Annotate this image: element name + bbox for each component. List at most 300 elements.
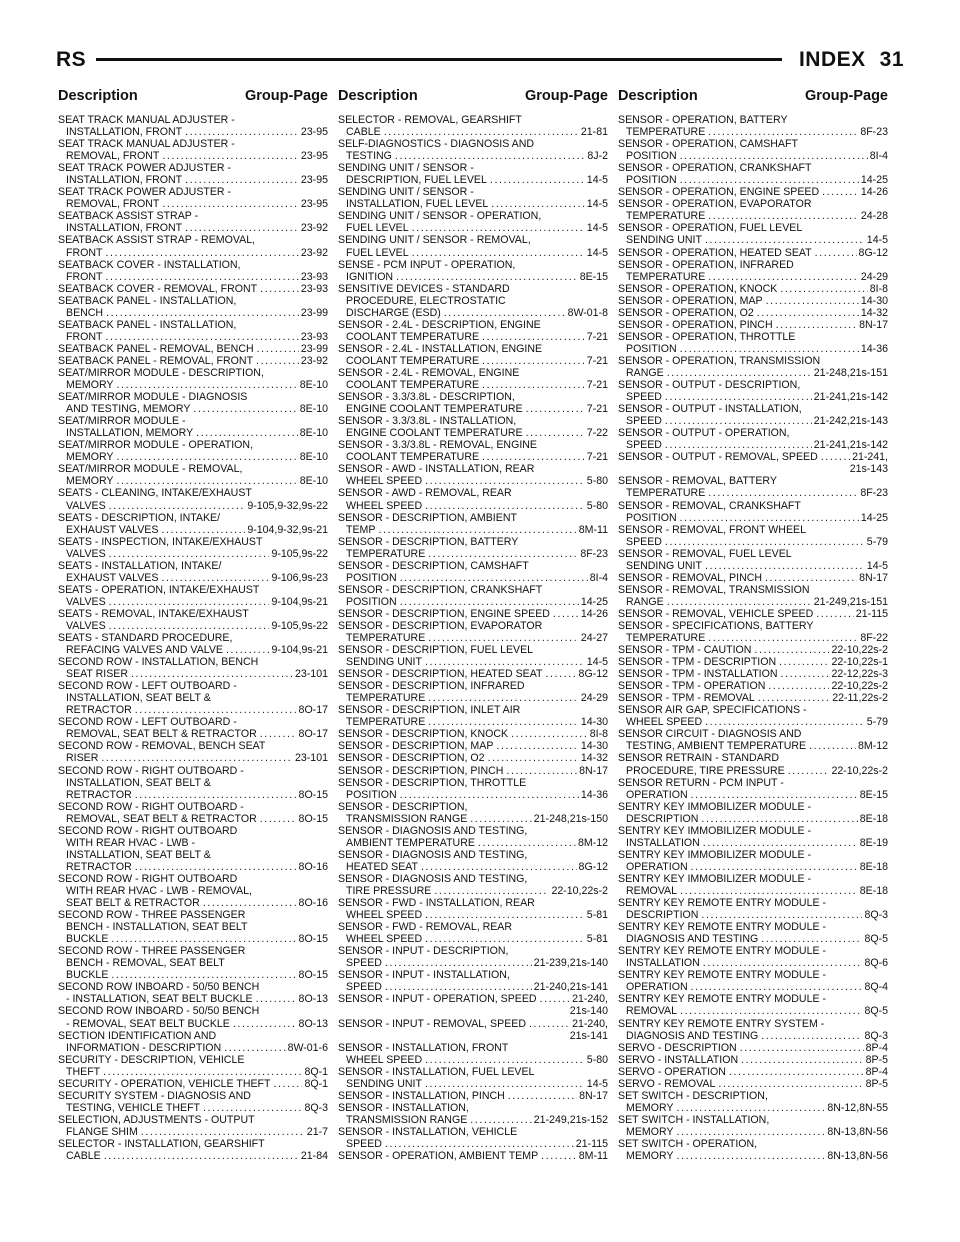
entry-text: SECOND ROW - THREE PASSENGER (58, 945, 246, 958)
group-page-ref: 8P-5 (865, 1053, 888, 1066)
entry-text: VALVES (66, 619, 106, 632)
dot-leader (691, 861, 858, 873)
entry-last-line (618, 909, 888, 921)
entry-text: SENSOR - OPERATION, KNOCK (618, 282, 778, 295)
index-entry (618, 403, 888, 427)
index-entry (338, 1102, 608, 1126)
index-entry (618, 259, 888, 283)
entry-text: SENSITIVE DEVICES - STANDARD (338, 282, 510, 295)
entry-text: SENSOR - 3.3/3.8L - DESCRIPTION, (338, 391, 515, 404)
entry-text: SEAT/MIRROR MODULE - DIAGNOSIS (58, 391, 248, 404)
entry-text: MEMORY (626, 1101, 674, 1114)
dot-leader (162, 198, 299, 210)
entry-text: SECOND ROW - RIGHT OUTBOARD - (58, 800, 244, 813)
group-page-ref: 22-11,22s-2 (832, 692, 888, 705)
group-page-ref: 8N-13,8N-56 (827, 1150, 888, 1163)
entry-last-line (338, 837, 608, 849)
column-header-description: Description (58, 88, 138, 104)
dot-leader (821, 451, 850, 463)
entry-last-line (58, 1150, 328, 1162)
column-header-description: Description (618, 88, 698, 104)
entry-text: MEMORY (66, 451, 114, 464)
entry-last-line (618, 861, 888, 873)
group-page-ref: 8G-12 (578, 860, 608, 873)
entry-text: SPEED (346, 1137, 382, 1150)
group-page-ref: 22-10,22s-2 (551, 885, 608, 897)
entry-text: SENTRY KEY REMOTE ENTRY MODULE - (618, 945, 827, 958)
group-page-ref: 8E-10 (299, 403, 328, 416)
index-entry (338, 608, 608, 620)
entry-last-line (338, 1078, 608, 1090)
dot-leader (135, 704, 297, 716)
entry-last-line (338, 885, 608, 897)
entry-text: SERVO - OPERATION (618, 1065, 726, 1078)
entry-text: SENSOR - OPERATION, BATTERY (618, 114, 788, 126)
index-entry (338, 463, 608, 487)
group-page-ref: 14-5 (586, 1077, 608, 1090)
dot-leader (196, 427, 298, 439)
group-page-ref: 23-92 (300, 246, 328, 259)
entry-text: SENSOR - INPUT - OPERATION, SPEED (338, 993, 537, 1006)
entry-text: SEAT TRACK POWER ADJUSTER - (58, 186, 232, 199)
dot-leader (135, 861, 297, 873)
group-page-ref: 8O-17 (298, 704, 328, 717)
entry-last-line (618, 572, 888, 584)
index-entry (618, 283, 888, 295)
entry-last-line (58, 620, 328, 632)
dot-leader (378, 524, 576, 536)
entry-last-line (338, 933, 608, 945)
index-entry (618, 331, 888, 355)
entry-last-line (618, 1102, 888, 1114)
group-page-ref: 23-101 (295, 668, 328, 681)
group-page-ref: 8O-17 (298, 728, 328, 741)
entry-text: SENDING UNIT (346, 656, 422, 669)
index-entry (618, 1090, 888, 1114)
entry-text: - INSTALLATION, SEAT BELT BUCKLE (66, 993, 253, 1006)
dot-leader (506, 765, 577, 777)
dot-leader (131, 668, 293, 680)
index-entry (58, 1090, 328, 1114)
group-page-ref: 21-249,21s-152 (533, 1113, 608, 1126)
entry-text: SEATS - CLEANING, INTAKE/EXHAUST (58, 487, 252, 500)
entry-text: PROCEDURE, ELECTROSTATIC (346, 294, 506, 307)
entry-text: TEMPERATURE (626, 126, 706, 139)
dot-leader (754, 644, 829, 656)
dot-leader (428, 632, 579, 644)
entry-text: WHEEL SPEED (346, 1053, 423, 1066)
entry-last-line (58, 933, 328, 945)
dot-leader (425, 1078, 585, 1090)
entry-last-line (618, 981, 888, 993)
group-page-ref-continued: 21s-141 (569, 1029, 608, 1042)
entry-last-line (618, 632, 888, 644)
group-page-ref: 21-115 (855, 607, 888, 620)
entry-text: SEAT/MIRROR MODULE - REMOVAL, (58, 463, 243, 476)
index-entry (58, 415, 328, 439)
dot-leader (428, 692, 579, 704)
group-page-ref: 24-29 (580, 692, 608, 705)
entry-text: DESCRIPTION (626, 909, 699, 922)
index-entry (338, 620, 608, 644)
entry-text: SENSOR - OPERATION, FUEL LEVEL (618, 222, 803, 235)
entry-text: SECOND ROW INBOARD - 50/50 BENCH (58, 981, 260, 994)
entry-last-line (58, 1066, 328, 1078)
entry-text: SEAT RISER (66, 668, 129, 681)
entry-text: SENSOR - OUTPUT - OPERATION, (618, 427, 790, 440)
index-entry (58, 283, 328, 295)
dot-leader (779, 656, 829, 668)
index-entry (58, 632, 328, 656)
index-entry (338, 391, 608, 415)
group-page-ref: 8E-10 (299, 379, 328, 392)
dot-leader (203, 1102, 302, 1114)
index-entry (338, 162, 608, 186)
entry-text: SENSOR - DESCRIPTION, O2 (338, 752, 485, 765)
group-page-ref: 14-5 (586, 174, 608, 187)
group-page-ref: 8Q-1 (304, 1065, 328, 1078)
entry-last-line (338, 668, 608, 680)
dot-leader (667, 596, 812, 608)
entry-text: FRONT (66, 330, 103, 343)
entry-text: INSTALLATION, FRONT (66, 174, 183, 187)
entry-text: SERVO - DESCRIPTION (618, 1041, 737, 1054)
entry-last-line (618, 1078, 888, 1090)
dot-leader (161, 572, 269, 584)
entry-text: WITH REAR HVAC - LWB - (66, 836, 196, 849)
dot-leader (768, 680, 829, 692)
group-page-ref: 8Q-3 (304, 1101, 328, 1114)
entry-last-line (58, 451, 328, 463)
index-entry (618, 247, 888, 259)
group-page-ref: 8E-10 (299, 427, 328, 440)
index-entry (58, 367, 328, 391)
entry-text: BENCH - REMOVAL, SEAT BELT (66, 957, 225, 970)
entry-text: COOLANT TEMPERATURE (346, 379, 480, 392)
dot-leader (105, 331, 298, 343)
index-entry (618, 355, 888, 379)
entry-last-line (338, 198, 608, 210)
entry-text: SEAT TRACK POWER ADJUSTER - (58, 162, 232, 175)
entry-text: TEMPERATURE (626, 270, 706, 283)
dot-leader (482, 331, 585, 343)
entry-text: SENSOR - TPM - DESCRIPTION (618, 656, 777, 669)
entry-text: SENSOR - OPERATION, PINCH (618, 318, 773, 331)
dot-leader (482, 379, 585, 391)
entry-text: SET SWITCH - OPERATION, (618, 1137, 758, 1150)
index-entry (338, 704, 608, 728)
entry-text: SENSOR - FWD - REMOVAL, REAR (338, 921, 513, 934)
group-page-ref: 14-5 (586, 246, 608, 259)
index-entry (618, 897, 888, 921)
index-entry (338, 283, 608, 319)
entry-text: SENSOR - INPUT - REMOVAL, SPEED (338, 1017, 526, 1030)
group-page-ref: 23-93 (300, 330, 328, 343)
index-entry (58, 259, 328, 283)
entry-text: RANGE (626, 366, 664, 379)
index-entry (58, 909, 328, 945)
entry-text: SENDING UNIT / SENSOR - REMOVAL, (338, 234, 531, 247)
dot-leader (444, 307, 566, 319)
entry-text: WHEEL SPEED (626, 716, 703, 729)
group-page-ref: 8E-18 (859, 860, 888, 873)
dot-leader (105, 247, 298, 259)
dot-leader (103, 1066, 302, 1078)
entry-text: SEAT/MIRROR MODULE - OPERATION, (58, 439, 254, 452)
entry-text: SEATBACK PANEL - INSTALLATION, (58, 318, 237, 331)
entry-last-line (338, 427, 608, 439)
entry-last-line (618, 1042, 888, 1054)
entry-text: SECOND ROW - RIGHT OUTBOARD (58, 824, 238, 837)
index-entries (58, 114, 328, 1162)
entry-text: SPEED (626, 415, 662, 428)
group-page-ref-continued: 21s-140 (569, 1005, 608, 1018)
entry-text: SEAT/MIRROR MODULE - (58, 415, 186, 428)
entry-last-line (618, 692, 888, 704)
dot-leader (680, 174, 859, 186)
group-page-ref: 14-32 (860, 306, 888, 319)
entry-last-line (338, 307, 608, 319)
index-entry (338, 993, 608, 1017)
group-page-ref: 5-81 (586, 933, 608, 946)
dot-leader (384, 126, 579, 138)
dot-leader (740, 1042, 864, 1054)
entry-last-line (338, 1150, 608, 1162)
dot-leader (665, 415, 812, 427)
group-page-ref: 23-95 (300, 174, 328, 187)
group-page-ref: 14-25 (860, 511, 888, 524)
entry-text: SENSOR CIRCUIT - DIAGNOSIS AND (618, 728, 802, 741)
dot-leader (425, 500, 585, 512)
dot-leader (109, 596, 270, 608)
entry-last-line (58, 548, 328, 560)
entry-text: INSTALLATION, SEAT BELT & (66, 848, 211, 861)
dot-leader (470, 813, 532, 825)
index-entry (58, 210, 328, 234)
dot-leader (757, 307, 859, 319)
entry-text: SPEED (346, 957, 382, 970)
index-entry (618, 222, 888, 246)
entry-text: COOLANT TEMPERATURE (346, 354, 480, 367)
index-entry (338, 138, 608, 162)
entry-text: SENSOR - INPUT - INSTALLATION, (338, 969, 510, 982)
entry-text: INSTALLATION, FRONT (66, 222, 183, 235)
entry-text: SENSOR - 3.3/3.8L - REMOVAL, ENGINE (338, 439, 537, 452)
column-header-group-page: Group-Page (245, 88, 328, 104)
entry-text: POSITION (626, 511, 677, 524)
entry-text: REMOVAL, SEAT BELT & RETRACTOR (66, 812, 257, 825)
entry-text: EXHAUST VALVES (66, 571, 159, 584)
entry-text: - REMOVAL, SEAT BELT BUCKLE (66, 1017, 230, 1030)
index-entry (618, 969, 888, 993)
group-page-ref: 21-248,21s-151 (813, 366, 888, 379)
dot-leader (161, 524, 245, 536)
index-entry (58, 138, 328, 162)
entry-text: SENSOR - TPM - INSTALLATION (618, 668, 778, 681)
entry-last-line (58, 222, 328, 234)
entry-text: SENSOR - 2.4L - DESCRIPTION, ENGINE (338, 318, 541, 331)
index-entry (338, 1042, 608, 1066)
index-entry (618, 1042, 888, 1054)
dot-leader (274, 1078, 303, 1090)
dot-leader (680, 1005, 862, 1017)
entry-text: SENSOR - OPERATION, MAP (618, 294, 763, 307)
dot-leader (680, 150, 868, 162)
group-page-ref: 8E-10 (299, 475, 328, 488)
dot-leader (705, 716, 865, 728)
dot-leader (822, 186, 859, 198)
dot-leader (257, 343, 299, 355)
dot-leader (776, 319, 858, 331)
group-page-ref: 23-93 (300, 270, 328, 283)
entry-text: SENSOR RETURN - PCM INPUT - (618, 776, 784, 789)
entry-text: SPEED (346, 981, 382, 994)
index-entry (618, 198, 888, 222)
group-page-ref: 23-92 (300, 222, 328, 235)
entry-text: REMOVAL, SEAT BELT & RETRACTOR (66, 728, 257, 741)
entry-last-line (618, 307, 888, 319)
group-page-ref: 8F-22 (860, 632, 888, 645)
index-entry (618, 475, 888, 499)
entry-last-line (618, 680, 888, 692)
dot-leader (708, 487, 858, 499)
index-entry (618, 379, 888, 403)
entry-text: TEMPERATURE (346, 692, 426, 705)
entry-last-line (338, 355, 608, 367)
group-page-ref: 9-104,9-32,9s-21 (247, 523, 328, 536)
group-page-ref: 8E-18 (859, 885, 888, 897)
entry-last-line (618, 668, 888, 680)
dot-leader (541, 1150, 577, 1162)
entry-text: IGNITION (346, 270, 394, 283)
entry-text: INFORMATION - DESCRIPTION (66, 1041, 222, 1054)
index-entry (618, 777, 888, 801)
index-entry (58, 716, 328, 740)
entry-last-line (618, 439, 888, 451)
index-entry (618, 548, 888, 572)
dot-leader (260, 813, 297, 825)
entry-text: SENSOR - OPERATION, HEATED SEAT (618, 246, 812, 259)
group-page-ref: 7-21 (586, 451, 608, 464)
dot-leader (488, 752, 579, 764)
entry-last-line (338, 403, 608, 415)
group-page-ref: 21-84 (300, 1150, 328, 1163)
group-page-ref: 8G-12 (858, 246, 888, 259)
group-page-ref: 8Q-5 (864, 1005, 888, 1018)
entry-last-line (338, 572, 608, 584)
entry-last-line (58, 174, 328, 186)
entry-last-line (618, 271, 888, 283)
index-entry (618, 704, 888, 728)
dot-leader (224, 1042, 285, 1054)
dot-leader (101, 752, 293, 764)
dot-leader (109, 548, 270, 560)
index-entry (338, 343, 608, 367)
dot-leader (780, 283, 867, 295)
entry-text: SENSOR - REMOVAL, FRONT WHEEL (618, 523, 806, 536)
index-entry (618, 801, 888, 825)
entry-last-line (338, 126, 608, 138)
entry-text: FLANGE SHIM (66, 1125, 138, 1138)
dot-leader (815, 247, 857, 259)
index-entry (338, 897, 608, 921)
entry-text: TESTING, AMBIENT TEMPERATURE (626, 740, 807, 753)
entry-last-line (58, 271, 328, 283)
index-entry (338, 367, 608, 391)
entry-last-line (58, 668, 328, 680)
dot-leader (203, 897, 297, 909)
entry-text: SEATBACK PANEL - REMOVAL, BENCH (58, 342, 254, 355)
entry-text: SENSOR - OPERATION, O2 (618, 306, 754, 319)
index-entry (58, 162, 328, 186)
entry-text: SENSOR AIR GAP, SPECIFICATIONS - (618, 704, 807, 717)
index-entry (58, 439, 328, 463)
entry-text: FUEL LEVEL (346, 246, 409, 259)
index-entry (618, 500, 888, 524)
index-entry (338, 728, 608, 740)
entry-text: SECOND ROW - THREE PASSENGER (58, 909, 246, 922)
dot-leader (665, 536, 865, 548)
entry-text: RANGE (626, 595, 664, 608)
index-entry (618, 451, 888, 475)
entry-last-line (58, 475, 328, 487)
entry-text: SENSOR - AWD - REMOVAL, REAR (338, 487, 512, 500)
entry-text: AND TESTING, MEMORY (66, 403, 191, 416)
dot-leader (676, 1102, 825, 1114)
entry-text: SENSOR - AWD - INSTALLATION, REAR (338, 463, 535, 476)
entry-text: SENSOR - DESCRIPTION, AMBIENT (338, 511, 517, 524)
entry-text: SENDING UNIT / SENSOR - (338, 162, 474, 175)
header-rule (96, 58, 782, 61)
group-page-ref: 22-10,22s-1 (831, 656, 888, 669)
dot-leader (385, 1138, 574, 1150)
entry-text: SEATBACK COVER - INSTALLATION, (58, 258, 241, 271)
entry-text: REMOVAL (626, 1005, 678, 1018)
entry-text: SENSOR - OUTPUT - DESCRIPTION, (618, 379, 801, 392)
group-page-ref: 21-115 (575, 1137, 608, 1150)
entry-text: SEATS - DESCRIPTION, INTAKE/ (58, 511, 221, 524)
entry-text: SENDING UNIT (346, 1077, 422, 1090)
header-title-block (799, 48, 904, 72)
entry-text: SENDING UNIT (626, 234, 702, 247)
entry-last-line (618, 487, 888, 499)
dot-leader (111, 969, 296, 981)
index-entry (618, 114, 888, 138)
index-entry (338, 740, 608, 752)
entry-last-line (618, 596, 888, 608)
entry-last-line (58, 379, 328, 391)
entry-text: SENSOR - OPERATION, AMBIENT TEMP (338, 1150, 539, 1163)
entry-text: SENSOR - REMOVAL, TRANSMISSION (618, 583, 810, 596)
entry-last-line (58, 1018, 328, 1030)
entry-text: BUCKLE (66, 969, 109, 982)
dot-leader (425, 1054, 585, 1066)
page-title: INDEX (798, 48, 866, 71)
entry-text: SELF-DIAGNOSTICS - DIAGNOSIS AND (338, 138, 535, 151)
index-entry (338, 512, 608, 536)
group-page-ref: 8N-17 (579, 1089, 608, 1102)
index-entry (58, 981, 328, 1005)
index-entry (618, 1018, 888, 1042)
entry-text: SECURITY - DESCRIPTION, VEHICLE (58, 1053, 245, 1066)
entry-text: TRANSMISSION RANGE (346, 1113, 468, 1126)
entry-last-line (58, 572, 328, 584)
dot-leader (511, 728, 588, 740)
dot-leader (701, 813, 857, 825)
entry-last-line (618, 1066, 888, 1078)
entry-text: OPERATION (626, 788, 688, 801)
group-page-ref: 14-5 (866, 559, 888, 572)
